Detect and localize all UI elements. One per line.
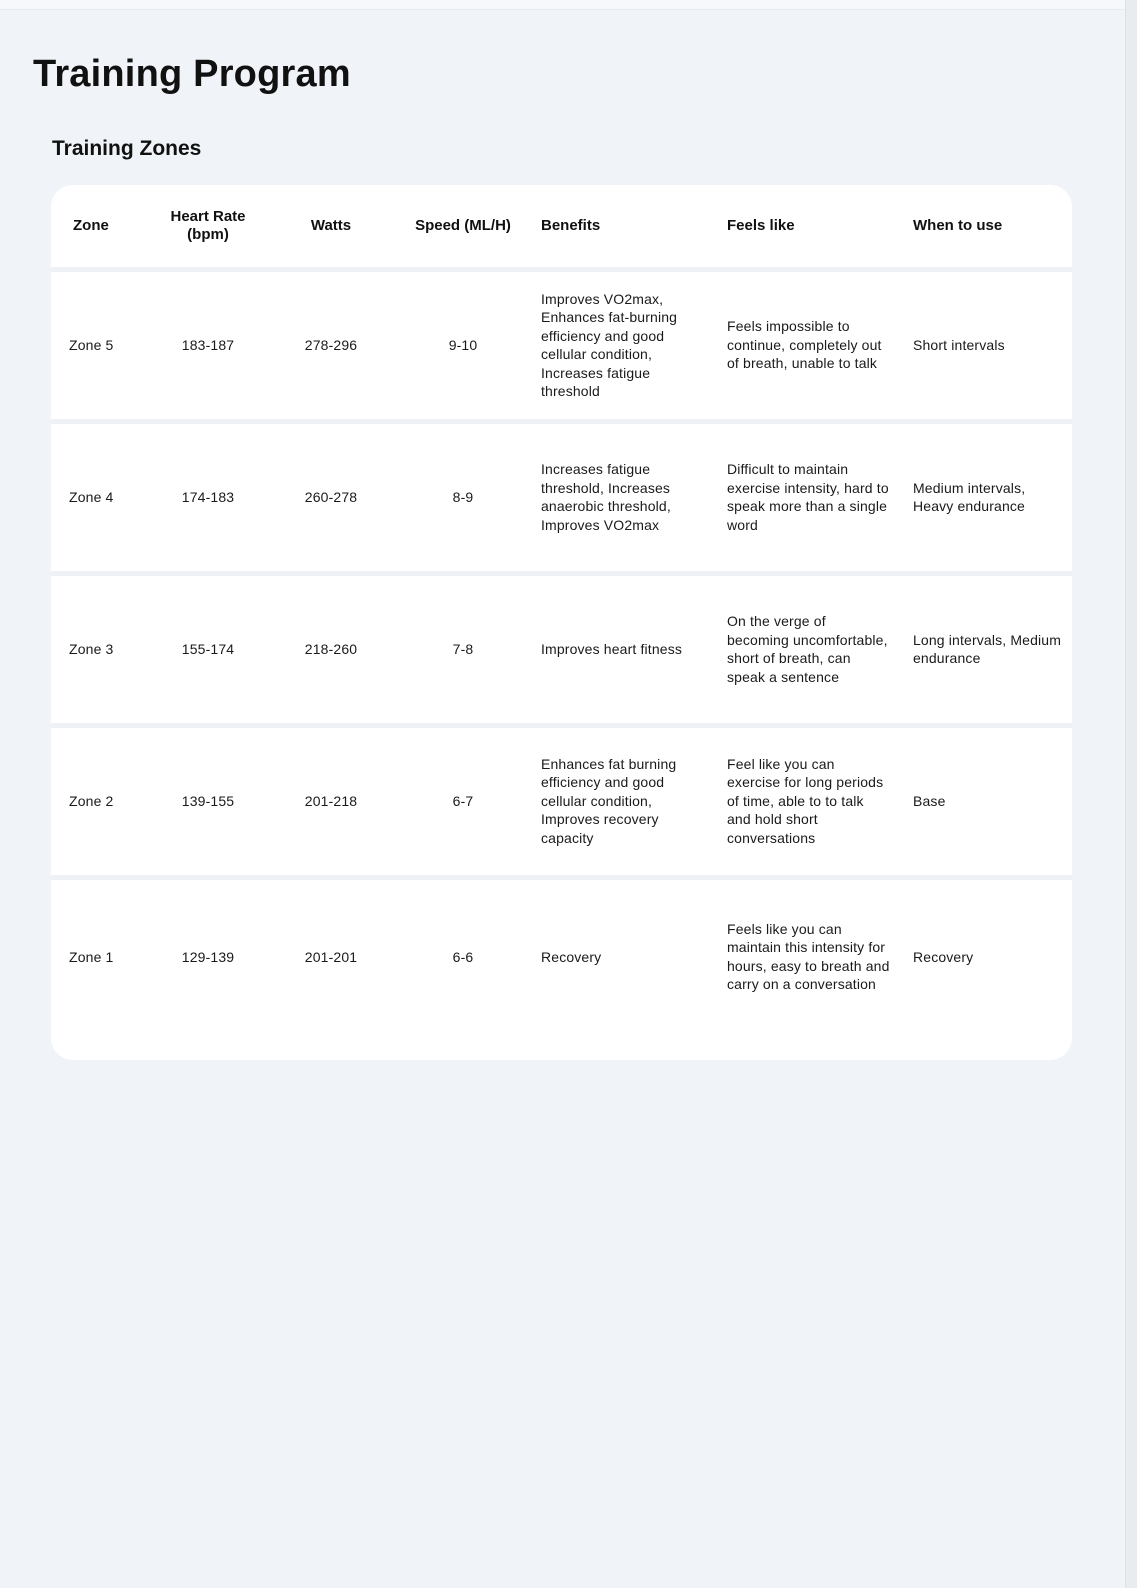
table-row [51, 725, 1072, 877]
cell-speed: 6-7 [452, 792, 474, 809]
cell-zone: Zone 4 [69, 488, 114, 505]
cell-watts: 260-278 [304, 488, 358, 505]
cell-when-to-use: Long intervals, Medium endurance [913, 631, 1062, 666]
header-speed: Speed (ML/H) [415, 216, 511, 234]
header-zone: Zone [73, 216, 109, 234]
cell-watts: 278-296 [304, 336, 358, 353]
cell-feels-like: On the verge of becoming uncomfortable, short of breath, can speak a sentence [727, 613, 888, 685]
table-row [51, 421, 1072, 573]
cell-benefits: Increases fatigue threshold, Increases anaerobic threshold, Improves VO2max [541, 461, 671, 533]
cell-when-to-use: Short intervals [913, 336, 1005, 353]
cell-benefits: Improves heart fitness [541, 640, 683, 657]
cell-feels-like: Feels impossible to continue, completely out of breath, unable to talk [727, 318, 882, 372]
cell-watts: 218-260 [304, 640, 358, 657]
training-zones-card [51, 185, 1072, 1060]
cell-zone: Zone 2 [69, 792, 114, 809]
cell-heart-rate: 155-174 [181, 640, 235, 657]
page-title: Training Program [33, 53, 351, 95]
header-feels-like: Feels like [727, 216, 795, 234]
cell-feels-like: Feels like you can maintain this intensity for hours, easy to breath and carry on a conversation [727, 920, 890, 993]
table-header-row [51, 185, 1072, 269]
cell-heart-rate: 183-187 [181, 336, 235, 353]
cell-zone: Zone 5 [69, 336, 114, 353]
cell-when-to-use: Medium intervals, Heavy endurance [913, 479, 1026, 514]
cell-heart-rate: 174-183 [181, 488, 235, 505]
cell-speed: 6-6 [452, 948, 474, 965]
top-divider [0, 0, 1127, 10]
section-title: Training Zones [52, 137, 202, 160]
cell-benefits: Enhances fat burning efficiency and good cellular condition, Improves recovery capacity [541, 755, 677, 846]
cell-speed: 8-9 [452, 488, 474, 505]
header-when-to-use: When to use [913, 216, 1003, 234]
header-heart-rate: Heart Rate (bpm) [170, 207, 246, 243]
cell-feels-like: Feel like you can exercise for long periods of time, able to to talk and hold short conversations [727, 755, 884, 846]
scrollbar-track[interactable] [1125, 0, 1137, 1588]
cell-watts: 201-201 [304, 948, 358, 965]
cell-zone: Zone 1 [69, 948, 114, 965]
cell-heart-rate: 139-155 [181, 792, 235, 809]
cell-speed: 7-8 [452, 640, 474, 657]
cell-heart-rate: 129-139 [181, 948, 235, 965]
training-zones-table [51, 185, 1072, 1034]
table-row [51, 269, 1072, 421]
header-watts: Watts [310, 216, 352, 234]
cell-benefits: Improves VO2max, Enhances fat-burning efficiency and good cellular condition, Increases fatigue threshold [541, 290, 678, 399]
cell-watts: 201-218 [304, 792, 358, 809]
cell-when-to-use: Base [913, 792, 946, 809]
table-row [51, 877, 1072, 1034]
table-row [51, 573, 1072, 725]
cell-benefits: Recovery [541, 948, 602, 965]
cell-feels-like: Difficult to maintain exercise intensity, hard to speak more than a single word [727, 461, 889, 533]
cell-speed: 9-10 [448, 336, 478, 353]
cell-when-to-use: Recovery [913, 948, 974, 965]
header-benefits: Benefits [541, 216, 601, 234]
cell-zone: Zone 3 [69, 640, 114, 657]
